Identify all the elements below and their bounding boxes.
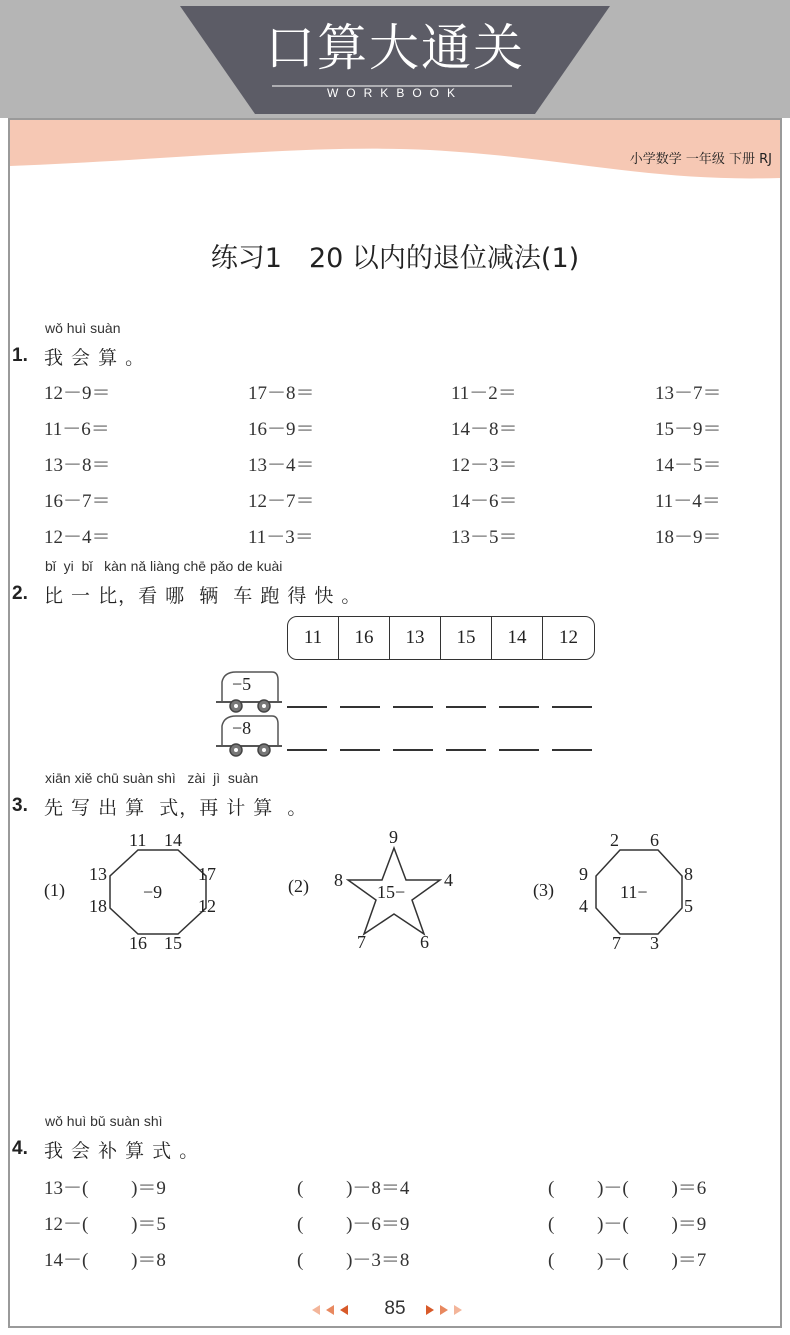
q1-equation: 17－8＝ bbox=[248, 383, 315, 404]
figure-center: 11− bbox=[620, 882, 648, 902]
q2-number-cell: 13 bbox=[390, 617, 441, 659]
q1-equation: 11－6＝ bbox=[44, 419, 110, 440]
q1-equation: 16－9＝ bbox=[248, 419, 315, 440]
q2-number-cell: 12 bbox=[559, 627, 578, 648]
q4-equation: 12－( )＝5 bbox=[44, 1214, 166, 1235]
figure-number: 16 bbox=[129, 933, 147, 953]
figure-number: 2 bbox=[610, 830, 619, 850]
figure-number: 6 bbox=[650, 830, 659, 850]
figure-number: 9 bbox=[389, 827, 398, 847]
q4-number: 4. bbox=[12, 1138, 28, 1159]
q2-number-cell: 15 bbox=[441, 617, 492, 659]
answer-blank[interactable] bbox=[287, 706, 327, 708]
q2-number: 2. bbox=[12, 583, 28, 604]
figure-center: −9 bbox=[143, 882, 163, 902]
q3-number: 3. bbox=[12, 795, 28, 816]
figure-number: 5 bbox=[684, 896, 693, 916]
figure-number: 6 bbox=[420, 932, 429, 952]
figure-number: 7 bbox=[357, 932, 366, 952]
q1-equation: 11－3＝ bbox=[248, 527, 314, 548]
q1-equation: 14－6＝ bbox=[451, 491, 518, 512]
q3-text: 先 写 出 算 式，再 计 算 。 bbox=[44, 797, 308, 819]
q4-equation: ( )－3＝8 bbox=[297, 1250, 410, 1271]
car-label: −8 bbox=[232, 718, 252, 738]
answer-blank[interactable] bbox=[499, 749, 539, 751]
q1-equation: 12－7＝ bbox=[248, 491, 315, 512]
grade-label: 小学数学 一年级 下册 RJ bbox=[629, 152, 772, 167]
answer-blank[interactable] bbox=[340, 706, 380, 708]
q2-text: 比 一 比，看 哪 辆 车 跑 得 快 。 bbox=[44, 585, 362, 607]
brand-subtitle: WORKBOOK bbox=[326, 86, 463, 100]
answer-blank[interactable] bbox=[552, 749, 592, 751]
q1-equation: 15－9＝ bbox=[655, 419, 722, 440]
q1-equation: 13－4＝ bbox=[248, 455, 315, 476]
figure-number: 4 bbox=[444, 870, 453, 890]
q1-equation: 14－5＝ bbox=[655, 455, 722, 476]
q4-equation: ( )－8＝4 bbox=[297, 1178, 410, 1199]
q1-text: 我 会 算 。 bbox=[44, 347, 146, 369]
q1-equation: 12－4＝ bbox=[44, 527, 111, 548]
figure-number: 13 bbox=[89, 864, 107, 884]
q4-equation: ( )－( )＝7 bbox=[548, 1250, 707, 1271]
q4-equation: 13－( )＝9 bbox=[44, 1178, 166, 1199]
figure-number: 8 bbox=[684, 864, 693, 884]
figure-index: (1) bbox=[44, 880, 65, 900]
brand-title: 口算大通关 bbox=[265, 19, 525, 77]
q1-equation: 11－2＝ bbox=[451, 383, 517, 404]
q4-equation: 14－( )＝8 bbox=[44, 1250, 166, 1271]
q1-equation: 16－7＝ bbox=[44, 491, 111, 512]
figure-center: 15− bbox=[377, 882, 406, 902]
q1-equation: 12－9＝ bbox=[44, 383, 111, 404]
q4-equation: ( )－6＝9 bbox=[297, 1214, 410, 1235]
figure-index: (3) bbox=[533, 880, 554, 900]
figure-number: 7 bbox=[612, 933, 621, 953]
q2-pinyin: bǐ yi bǐ kàn nǎ liàng chē pǎo de kuài bbox=[45, 558, 283, 574]
q1-equation: 14－8＝ bbox=[451, 419, 518, 440]
answer-blanks bbox=[287, 706, 592, 708]
figure-number: 14 bbox=[164, 830, 182, 850]
q1-equation: 13－5＝ bbox=[451, 527, 518, 548]
figure-number: 9 bbox=[579, 864, 588, 884]
q1-equation: 13－8＝ bbox=[44, 455, 111, 476]
next-arrows-icon bbox=[424, 1303, 474, 1317]
answer-blank[interactable] bbox=[552, 706, 592, 708]
q2-number-strip bbox=[287, 616, 595, 660]
answer-blank[interactable] bbox=[446, 706, 486, 708]
q1-equation: 18－9＝ bbox=[655, 527, 722, 548]
page-title: 练习1 20 以内的退位减法(1) bbox=[210, 243, 580, 274]
car-label: −5 bbox=[232, 674, 252, 694]
figure-number: 4 bbox=[579, 896, 588, 916]
answer-blank[interactable] bbox=[393, 749, 433, 751]
figure-number: 17 bbox=[198, 864, 216, 884]
page-number: 85 bbox=[384, 1298, 406, 1319]
figure-number: 11 bbox=[129, 830, 147, 850]
q4-equation: ( )－( )＝6 bbox=[548, 1178, 707, 1199]
q1-equation: 13－7＝ bbox=[655, 383, 722, 404]
answer-blank[interactable] bbox=[287, 749, 327, 751]
answer-blanks bbox=[287, 749, 592, 751]
q1-pinyin: wǒ huì suàn bbox=[45, 320, 121, 336]
q1-equation: 11－4＝ bbox=[655, 491, 721, 512]
q1-number: 1. bbox=[12, 345, 28, 366]
figure-number: 18 bbox=[89, 896, 107, 916]
q2-number-cell: 11 bbox=[288, 617, 339, 659]
answer-blank[interactable] bbox=[393, 706, 433, 708]
figure-number: 12 bbox=[198, 896, 216, 916]
figure-number: 8 bbox=[334, 870, 343, 890]
q1-equation: 12－3＝ bbox=[451, 455, 518, 476]
q4-equation: ( )－( )＝9 bbox=[548, 1214, 707, 1235]
answer-blank[interactable] bbox=[446, 749, 486, 751]
q4-pinyin: wǒ huì bǔ suàn shì bbox=[45, 1113, 163, 1129]
answer-blank[interactable] bbox=[499, 706, 539, 708]
q4-text: 我 会 补 算 式 。 bbox=[44, 1140, 200, 1162]
figure-index: (2) bbox=[288, 876, 309, 896]
q2-number-cell: 16 bbox=[339, 617, 390, 659]
figure-number: 15 bbox=[164, 933, 182, 953]
q3-pinyin: xiān xiě chū suàn shì zài jì suàn bbox=[45, 770, 259, 786]
figure-number: 3 bbox=[650, 933, 659, 953]
answer-blank[interactable] bbox=[340, 749, 380, 751]
q2-number-cell: 14 bbox=[492, 617, 543, 659]
